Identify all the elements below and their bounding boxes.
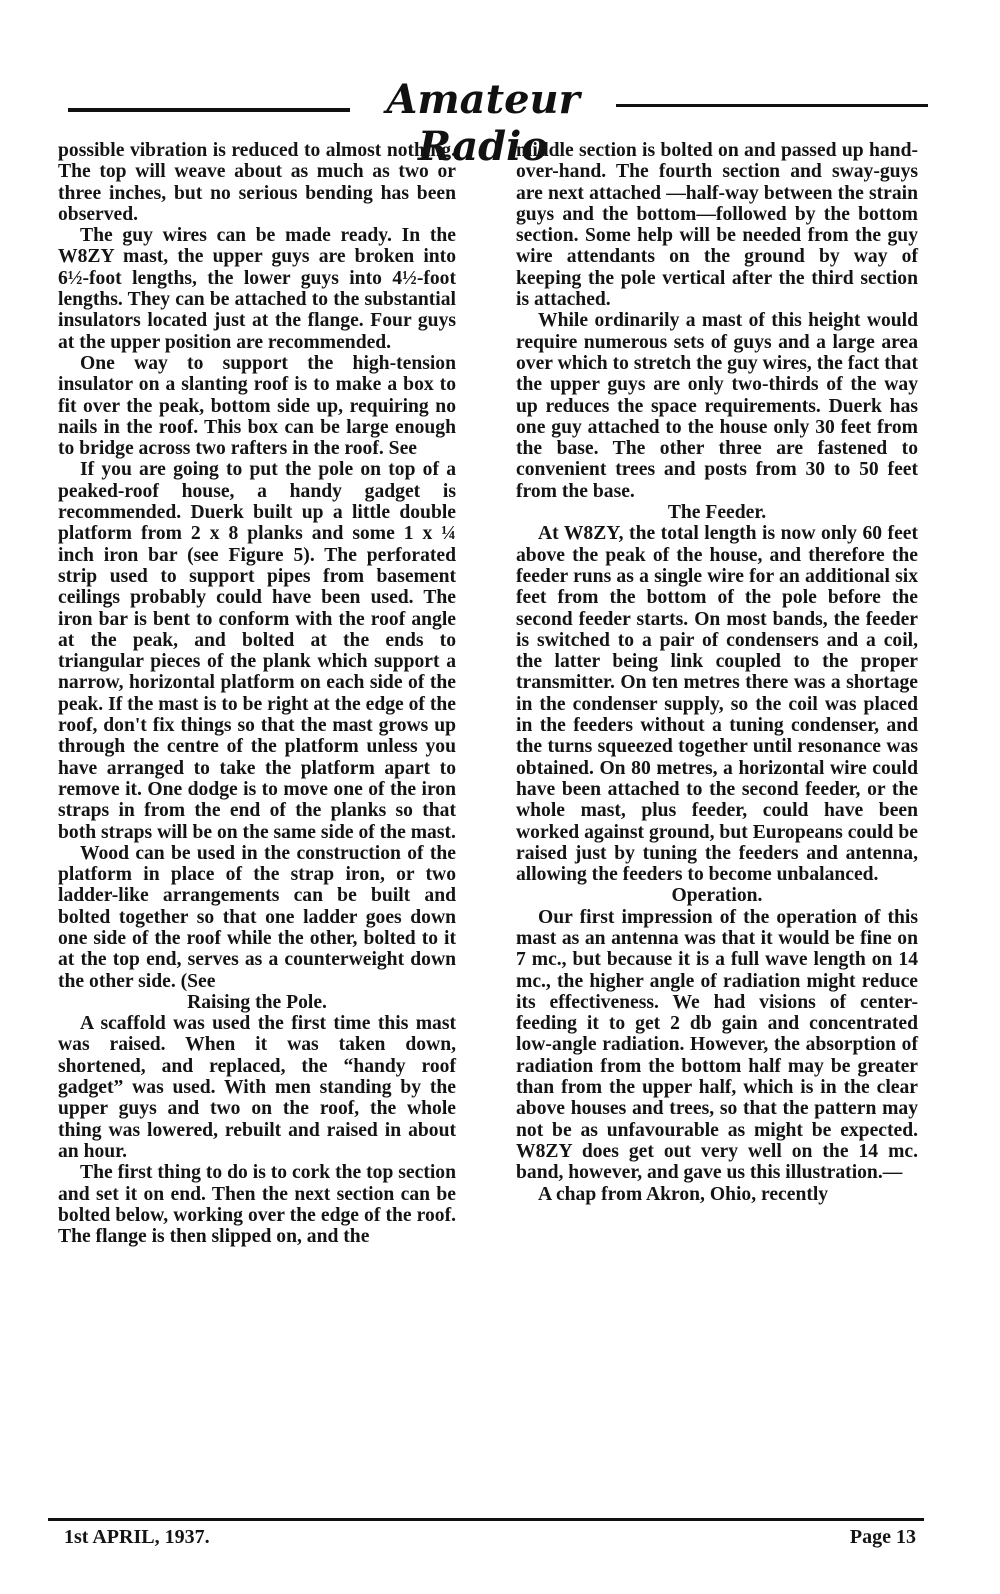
page-header — [60, 76, 928, 170]
section-heading-operation: Operation. — [671, 885, 763, 907]
issue-date: 1st APRIL, 1937. — [64, 1526, 210, 1548]
section-heading-feeder: The Feeder. — [667, 502, 767, 524]
page-number: Page 13 — [849, 1526, 916, 1548]
paragraph: possible vibration is reduced to almost nothing. The top will weave about as much as two or three inches, but no serious bending has been observed. — [58, 140, 456, 225]
paragraph: A scaffold was used the first time this mast was raised. When it was taken down, shortened, and replaced, the “handy roof gadget” was used. With men standing by the upper guys and two on the roof, the whole thing was lowered, rebuilt and raised in about an hour. — [58, 1013, 456, 1162]
left-column — [58, 140, 456, 1247]
footer-rule — [48, 1518, 924, 1521]
paragraph: A chap from Akron, Ohio, recently — [538, 1183, 829, 1205]
publication-title: Amateur Radio — [386, 76, 580, 170]
header-rule-right — [616, 104, 928, 107]
right-column — [516, 140, 918, 1205]
header-rule-left — [68, 108, 350, 112]
paragraph: Wood can be used in the construction of the platform in place of the strap iron, or two ladder-like arrangements can be built and bolted together so that one ladder goes down one side of the roof while the other, bolted to it at the top end, serves as a counterweight down the other side. (See — [58, 842, 456, 992]
paragraph: While ordinarily a mast of this height would require numerous sets of guys and a large area over which to stretch the guy wires, the fact that the upper guys are only two-thirds of the way up reduces the space requirements. Duerk has one guy attached to the house only 30 feet from the base. The other three are fastened to convenient trees and posts from 30 to 50 feet from the base. — [516, 310, 918, 502]
paragraph: Our first impression of the operation of this mast as an antenna was that it would be fine on 7 mc., but because it is a full wave length on 14 mc., the higher angle of radiation might reduce its effectiveness. We had visions of center-feeding it to get 2 db gain and concentrated low-angle radiation. However, the absorption of radiation from the bottom half may be greater than from the upper half, which is in the clear above houses and trees, so that the pattern may not be as unfavourable as might be expected. W8ZY does get out very well on the 14 mc. band, however, and gave us this illustration.— — [516, 906, 918, 1184]
paragraph: The guy wires can be made ready. In the W8ZY mast, the upper guys are broken into 6½-foot lengths, the lower guys into 4½-foot lengths. They can be attached to the substantial insulators located just at the flange. Four guys at the upper position are recommended. — [58, 225, 456, 353]
paragraph: If you are going to put the pole on top of a peaked-roof house, a handy gadget is recommended. Duerk built up a little double platform from 2 x 8 planks and some 1 x ¼ inch iron bar (see Figure 5). The perforated strip used to support pipes from basement ceilings probably could have been used. The iron bar is bent to conform with the roof angle at the peak, and bolted at the ends to triangular pieces of the plank which support a narrow, horizontal platform on each side of the peak. If the mast is to be right at the edge of the roof, don't fix things so that the mast grows up through the centre of the platform unless you have arranged to take the platform apart to remove it. One dodge is to move one of the iron straps in from the end of the planks so that both straps will be on the same side of the mast. — [58, 459, 456, 843]
paragraph: One way to support the high-tension insulator on a slanting roof is to make a box to fit over the peak, bottom side up, requiring no nails in the roof. This box can be large enough to bridge across two rafters in the roof. See — [58, 352, 456, 460]
paragraph: middle section is bolted on and passed up hand-over-hand. The fourth section and sway-guys are next attached —half-way between the strain guys and the bottom—followed by the bottom section. Some help will be needed from the guy wire attendants on the ground by way of keeping the pole vertical after the third section is attached. — [516, 140, 918, 311]
paragraph: At W8ZY, the total length is now only 60 feet above the peak of the house, and therefore the feeder runs as a single wire for an additional six feet from the bottom of the pole before the second feeder starts. On most bands, the feeder is switched to a pair of condensers and a coil, the latter being link coupled to the proper transmitter. On ten metres there was a shortage in the condenser supply, so the coil was placed in the feeders without a tuning condenser, and the turns squeezed together until resonance was obtained. On 80 metres, a horizontal wire could have been attached to the second feeder, or the whole mast, plus feeder, could have been worked against ground, but Europeans could be raised just by tuning the feeders and antenna, allowing the feeders to become unbalanced. — [516, 523, 918, 886]
paragraph: The first thing to do is to cork the top section and set it on end. Then the next section can be bolted below, working over the edge of the roof. The flange is then slipped on, and the — [58, 1162, 456, 1248]
section-heading-raising: Raising the Pole. — [187, 991, 327, 1013]
